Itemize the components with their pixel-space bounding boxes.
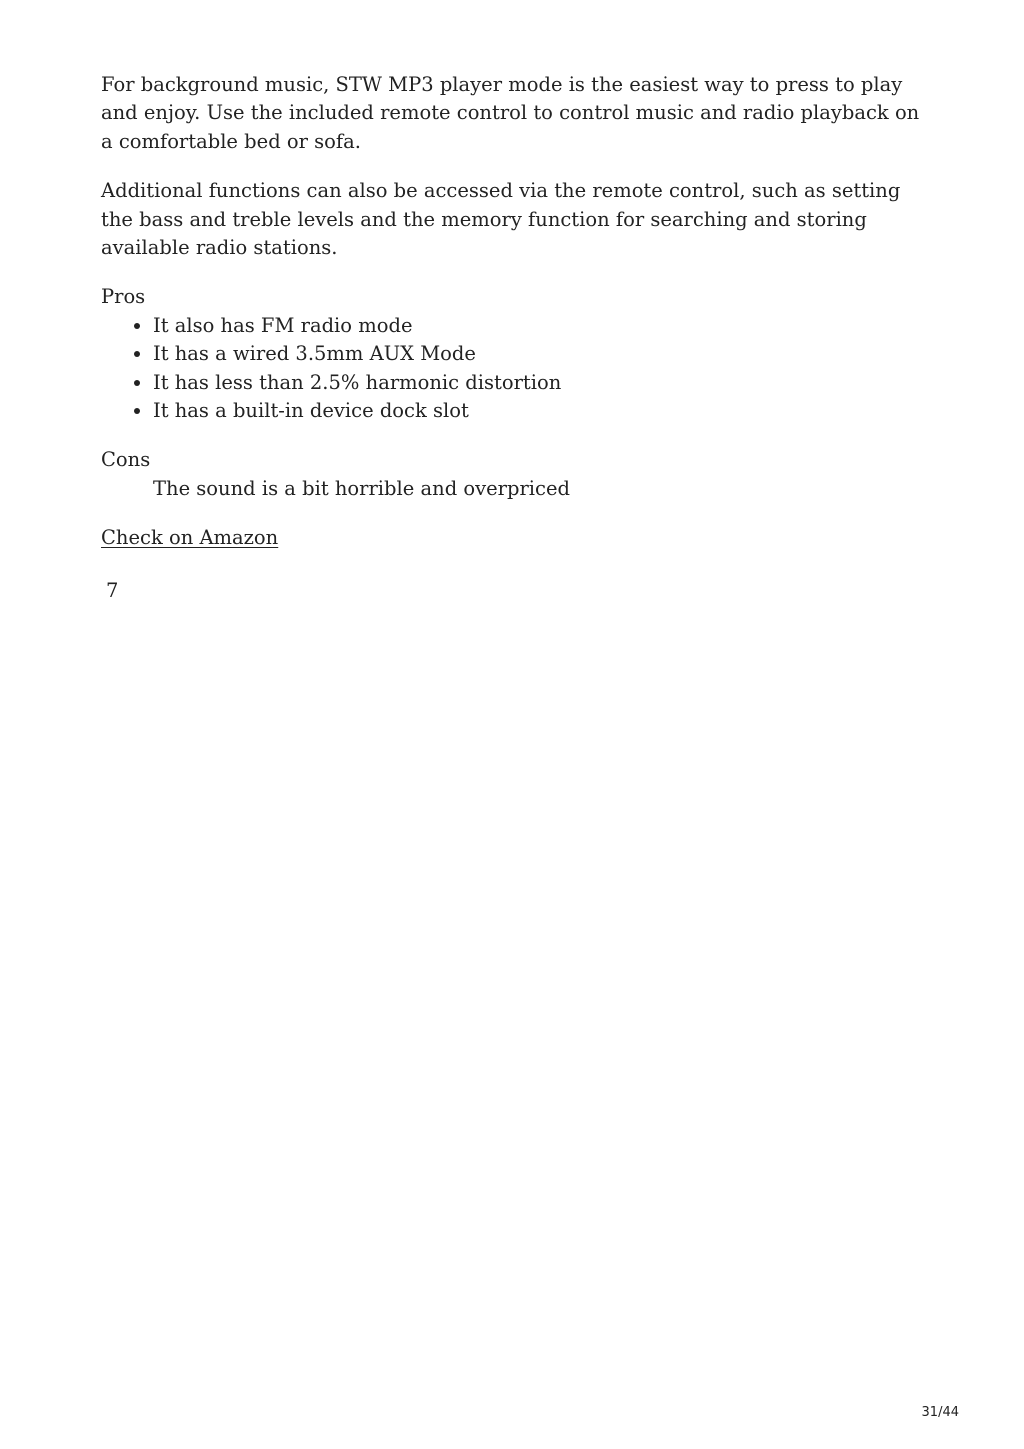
cons-label: Cons [101, 448, 151, 472]
rating-value: 7 [106, 578, 119, 602]
pros-list-item: • It also has FM radio mode [153, 312, 921, 340]
paragraph-functions: Additional functions can also be accessed via the remote control, such as setting the bass and treble levels and the memory function for searching and storing available radio stations. [101, 179, 901, 260]
pros-label: Pros [101, 285, 146, 309]
pros-list-item: • It has a built-in device dock slot [153, 397, 921, 425]
pros-list-item: • It has a wired 3.5mm AUX Mode [153, 340, 921, 368]
page-number: 31/44 [921, 1405, 959, 1420]
pros-list-item: • It has less than 2.5% harmonic distortion [153, 369, 921, 397]
pros-list [101, 312, 921, 426]
link-paragraph [101, 524, 921, 552]
check-on-amazon-link[interactable]: Check on Amazon [101, 526, 279, 550]
cons-item: The sound is a bit horrible and overpriced [153, 476, 570, 500]
paragraph-intro: For background music, STW MP3 player mode is the easiest way to press to play and enjoy. Use the included remote control to control music and radio playback on a comfortable bed or sofa. [101, 73, 920, 153]
article-content [101, 71, 921, 605]
